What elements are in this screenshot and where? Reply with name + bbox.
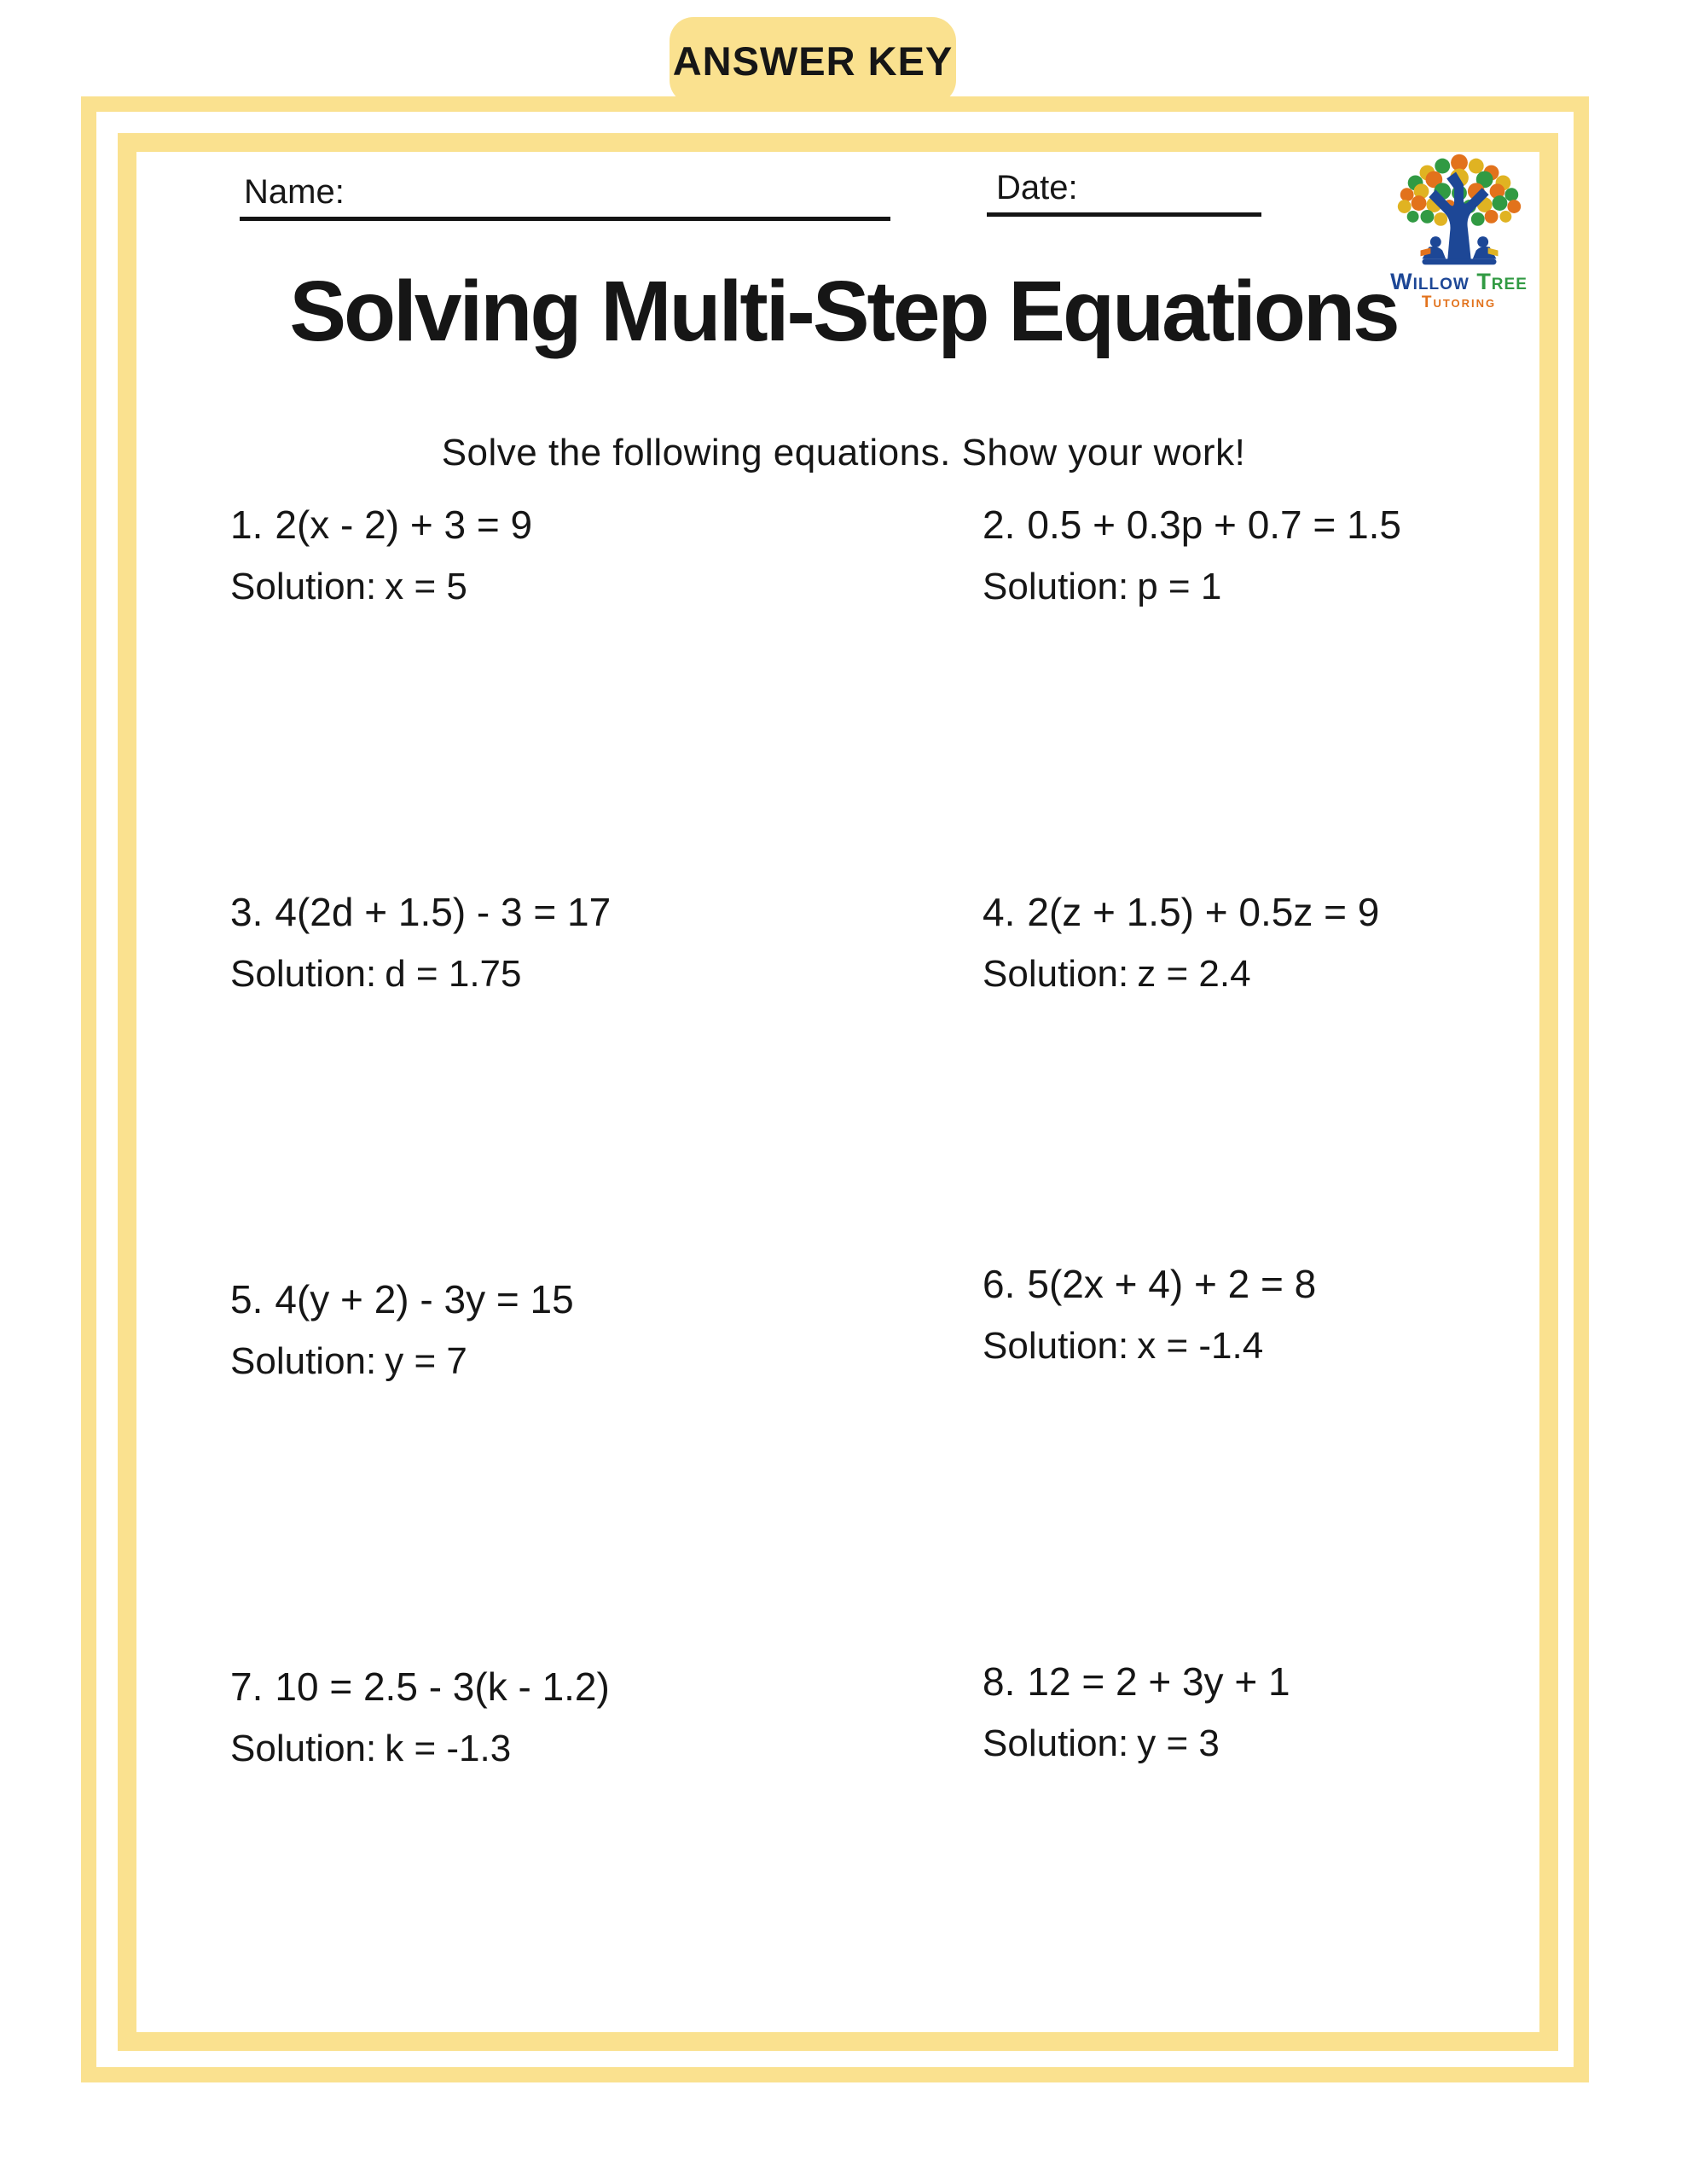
problem-5: [230, 1276, 574, 1384]
problem-1: [230, 502, 532, 609]
equation-text: 8. 12 = 2 + 3y + 1: [983, 1659, 1290, 1704]
equation-text: 5. 4(y + 2) - 3y = 15: [230, 1277, 574, 1321]
logo-tagline-text: Tutoring: [1421, 293, 1497, 312]
problem-7: [230, 1664, 610, 1771]
problem-6: [983, 1261, 1316, 1368]
equation-text: 7. 10 = 2.5 - 3(k - 1.2): [230, 1664, 610, 1709]
name-label: Name:: [244, 173, 345, 211]
name-write-line: [240, 217, 890, 221]
solution-text: Solution: x = -1.4: [983, 1325, 1264, 1368]
solution-text: Solution: p = 1: [983, 566, 1222, 608]
tree-logo-icon: [1383, 150, 1535, 268]
solution-text: Solution: d = 1.75: [230, 953, 522, 996]
equation-text: 3. 4(2d + 1.5) - 3 = 17: [230, 890, 612, 934]
problem-2: [983, 502, 1401, 609]
problem-8: [983, 1658, 1290, 1766]
page-title: Solving Multi-Step Equations: [289, 264, 1398, 359]
equation-text: 6. 5(2x + 4) + 2 = 8: [983, 1262, 1317, 1306]
instructions-text: Solve the following equations. Show your work!: [441, 432, 1246, 473]
equation-text: 4. 2(z + 1.5) + 0.5z = 9: [983, 890, 1380, 934]
problem-3: [230, 889, 611, 996]
answer-key-badge: [670, 17, 956, 104]
problem-4: [983, 889, 1379, 996]
solution-text: Solution: y = 7: [230, 1340, 467, 1383]
equation-text: 2. 0.5 + 0.3p + 0.7 = 1.5: [983, 502, 1402, 547]
equation-text: 1. 2(x - 2) + 3 = 9: [230, 502, 533, 547]
date-label: Date:: [996, 169, 1078, 206]
logo-name-text: Willow Tree: [1390, 269, 1528, 294]
date-write-line: [987, 212, 1261, 217]
solution-text: Solution: k = -1.3: [230, 1728, 512, 1770]
solution-text: Solution: y = 3: [983, 1722, 1220, 1765]
answer-key-label: ANSWER KEY: [672, 38, 954, 84]
solution-text: Solution: z = 2.4: [983, 953, 1251, 996]
solution-text: Solution: x = 5: [230, 566, 467, 608]
